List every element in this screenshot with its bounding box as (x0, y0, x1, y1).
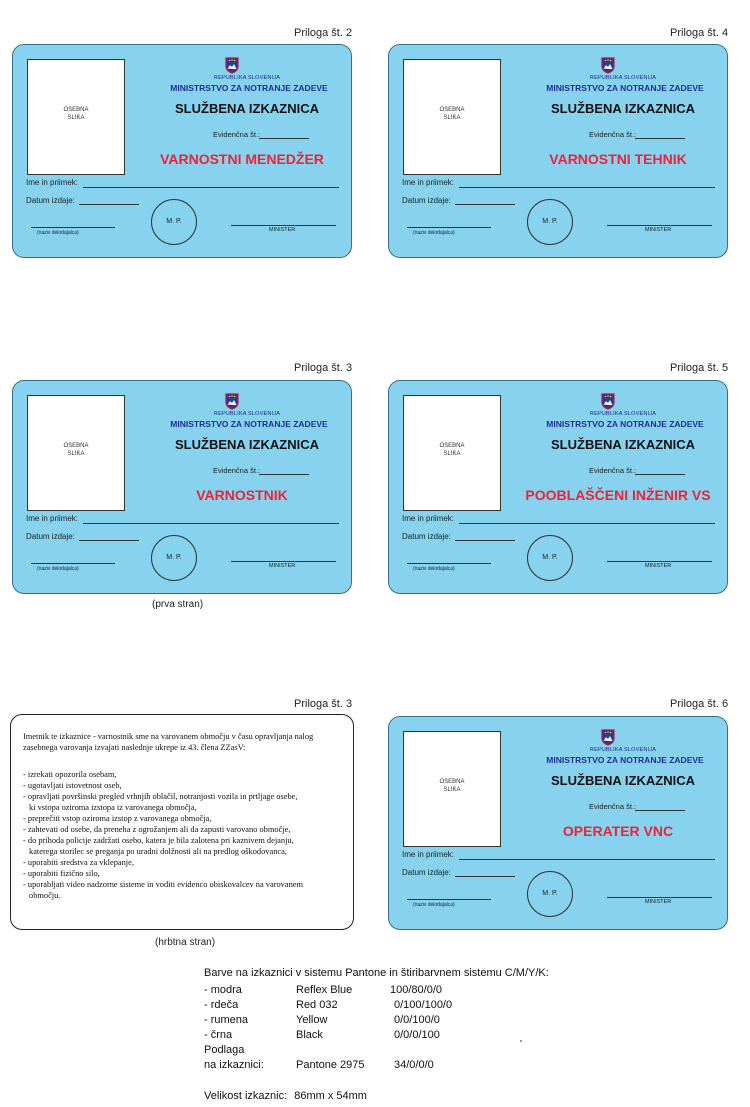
id-card-operator-vnc (388, 716, 728, 930)
employer-line (31, 563, 115, 564)
evidence-number-line (635, 810, 685, 811)
employer-label: (naziv delodajalca) (413, 902, 455, 908)
issue-date-label: Datum izdaje: (26, 532, 75, 541)
base-label: Podlaga (204, 1044, 245, 1056)
minister-label: MINISTER (645, 227, 672, 233)
issue-date-line (79, 204, 139, 205)
issue-date-label: Datum izdaje: (402, 868, 451, 877)
coat-of-arms-icon (601, 393, 615, 410)
color-name: - rdeča (204, 999, 239, 1011)
ministry-label: MINISTRSTVO ZA NOTRANJE ZADEVE (546, 755, 704, 765)
card-title: SLUŽBENA IZKAZNICA (175, 437, 319, 452)
name-label: Ime in priimek: (26, 514, 79, 523)
employer-line (407, 899, 491, 900)
pantone-value: Yellow (296, 1014, 328, 1026)
minister-line (231, 561, 336, 562)
name-line (83, 523, 339, 524)
stamp-circle: M. P. (527, 871, 573, 917)
coat-of-arms-icon (225, 57, 239, 74)
legend-row (204, 1029, 624, 1043)
id-card-authorized-engineer (388, 380, 728, 594)
evidence-number-label: Evidenčna št.: (589, 802, 637, 811)
annex-label: Priloga št. 4 (670, 27, 729, 39)
id-card-security-manager (12, 44, 352, 258)
id-card-back (10, 714, 354, 930)
employer-label: (naziv delodajalca) (37, 230, 79, 236)
card-title: SLUŽBENA IZKAZNICA (175, 101, 319, 116)
employer-label: (naziv delodajalca) (413, 230, 455, 236)
minister-line (607, 225, 712, 226)
photo-label: OSEBNA SLIKA (63, 107, 89, 121)
republic-label: REPUBLIKA SLOVENIJA (589, 411, 657, 417)
photo-label: OSEBNA SLIKA (63, 443, 89, 457)
coat-of-arms-icon (225, 393, 239, 410)
republic-label: REPUBLIKA SLOVENIJA (589, 75, 657, 81)
minister-label: MINISTER (269, 563, 296, 569)
name-line (459, 523, 715, 524)
issue-date-line (455, 876, 515, 877)
pantone-value: Reflex Blue (296, 984, 353, 996)
list-item: - izrekati opozorila osebam, (23, 770, 117, 779)
cmyk-value: 0/0/0/100 (394, 1029, 440, 1041)
color-name: - rumena (204, 1014, 249, 1026)
evidence-number-line (259, 474, 309, 475)
list-item: - uporabiti fizično silo, (23, 869, 100, 878)
republic-label: REPUBLIKA SLOVENIJA (589, 747, 657, 753)
list-item: ki vstopa oziroma izstopa iz varovanega območja, (29, 803, 197, 812)
ministry-label: MINISTRSTVO ZA NOTRANJE ZADEVE (546, 83, 704, 93)
evidence-number-label: Evidenčna št.: (213, 130, 261, 139)
list-item: - ugotavljati istovetnost oseb, (23, 781, 122, 790)
stamp-circle: M. P. (527, 199, 573, 245)
annex-label: Priloga št. 3 (294, 362, 353, 374)
list-item: - preprečiti vstop oziroma izstop z varovanega območja, (23, 814, 212, 823)
card-title: SLUŽBENA IZKAZNICA (551, 773, 695, 788)
evidence-number-line (635, 138, 685, 139)
card-title: SLUŽBENA IZKAZNICA (551, 437, 695, 452)
photo-box (27, 395, 125, 511)
list-item: - do prihoda policije zadržati osebo, katera je bila zalotena pri kaznivem dejanju, (23, 836, 294, 845)
list-item: - zahtevati od osebe, da preneha z ogrožanjem ali da zapusti varovano območje, (23, 825, 291, 834)
size-value: 86mm x 54mm (294, 1090, 367, 1102)
issue-date-line (455, 540, 515, 541)
name-label: Ime in priimek: (26, 178, 79, 187)
role-title: POOBLAŠČENI INŽENIR VS (525, 487, 711, 503)
back-intro-text: Imetnik te izkaznice - varnostnik sme na varovanem območju v času opravljanja nalog zasebnega varovanja izvajati naslednje ukrepe iz 43. člena ZZasV: (23, 732, 314, 752)
minister-line (607, 561, 712, 562)
stamp-circle: M. P. (527, 535, 573, 581)
card-size (204, 1090, 367, 1102)
republic-label: REPUBLIKA SLOVENIJA (213, 411, 281, 417)
list-item: - uporabiti sredstva za vklepanje, (23, 858, 134, 867)
name-label: Ime in priimek: (402, 514, 455, 523)
ministry-label: MINISTRSTVO ZA NOTRANJE ZADEVE (170, 419, 328, 429)
evidence-number-line (259, 138, 309, 139)
stamp-circle: M. P. (151, 535, 197, 581)
card-title: SLUŽBENA IZKAZNICA (551, 101, 695, 116)
role-title: VARNOSTNIK (196, 487, 288, 503)
legend-row (204, 1014, 624, 1028)
name-line (459, 859, 715, 860)
ministry-label: MINISTRSTVO ZA NOTRANJE ZADEVE (170, 83, 328, 93)
annex-label: Priloga št. 5 (670, 362, 729, 374)
annex-label: Priloga št. 2 (294, 27, 353, 39)
cmyk-value: 34/0/0/0 (394, 1059, 434, 1071)
issue-date-label: Datum izdaje: (402, 196, 451, 205)
list-item: katerega storilec se preganja po uradni dolžnosti ali na predlog oškodovanca, (29, 847, 287, 856)
employer-line (407, 227, 491, 228)
evidence-number-label: Evidenčna št.: (589, 130, 637, 139)
role-title: VARNOSTNI MENEDŽER (160, 151, 324, 167)
ministry-label: MINISTRSTVO ZA NOTRANJE ZADEVE (546, 419, 704, 429)
minister-line (607, 897, 712, 898)
issue-date-line (79, 540, 139, 541)
annex-label: Priloga št. 6 (670, 698, 729, 710)
employer-line (407, 563, 491, 564)
back-side-caption: (hrbtna stran) (155, 937, 216, 948)
issue-date-label: Datum izdaje: (402, 532, 451, 541)
coat-of-arms-icon (601, 729, 615, 746)
stamp-circle: M. P. (151, 199, 197, 245)
employer-label: (naziv delodajalca) (413, 566, 455, 572)
minister-label: MINISTER (269, 227, 296, 233)
color-name: - modra (204, 984, 242, 996)
republic-label: REPUBLIKA SLOVENIJA (213, 75, 281, 81)
list-item: območju. (29, 891, 61, 900)
employer-label: (naziv delodajalca) (37, 566, 79, 572)
photo-box (403, 731, 501, 847)
issue-date-label: Datum izdaje: (26, 196, 75, 205)
cmyk-value: 0/100/100/0 (394, 999, 453, 1011)
issue-date-line (455, 204, 515, 205)
coat-of-arms-icon (601, 57, 615, 74)
legend-row (204, 1059, 624, 1073)
name-label: Ime in priimek: (402, 178, 455, 187)
minister-line (231, 225, 336, 226)
employer-line (31, 227, 115, 228)
legend-row (204, 1044, 624, 1058)
photo-box (27, 59, 125, 175)
speck (520, 1040, 522, 1042)
measures-list (23, 769, 349, 901)
evidence-number-label: Evidenčna št.: (213, 466, 261, 475)
minister-label: MINISTER (645, 899, 672, 905)
pantone-value: Black (296, 1029, 323, 1041)
cmyk-value: 0/0/100/0 (394, 1014, 440, 1026)
base-label: na izkaznici: (204, 1059, 264, 1071)
annex-label: Priloga št. 3 (294, 698, 353, 710)
color-name: - črna (204, 1029, 233, 1041)
photo-label: OSEBNA SLIKA (439, 443, 465, 457)
role-title: VARNOSTNI TEHNIK (549, 151, 687, 167)
evidence-number-line (635, 474, 685, 475)
name-line (83, 187, 339, 188)
id-card-security-technician (388, 44, 728, 258)
size-label: Velikost izkaznic: (204, 1090, 288, 1102)
photo-label: OSEBNA SLIKA (439, 779, 465, 793)
id-card-security-guard (12, 380, 352, 594)
evidence-number-label: Evidenčna št.: (589, 466, 637, 475)
pantone-value: Red 032 (296, 999, 338, 1011)
list-item: - opravljati površinski pregled vrhnjih oblačil, notranjosti vozila in prtljage osebe, (23, 792, 298, 801)
legend-row (204, 984, 624, 998)
photo-label: OSEBNA SLIKA (439, 107, 465, 121)
photo-box (403, 395, 501, 511)
cmyk-value: 100/80/0/0 (390, 984, 442, 996)
name-line (459, 187, 715, 188)
photo-box (403, 59, 501, 175)
pantone-value: Pantone 2975 (296, 1059, 365, 1071)
name-label: Ime in priimek: (402, 850, 455, 859)
front-side-caption: (prva stran) (152, 599, 204, 610)
role-title: OPERATER VNC (562, 823, 674, 839)
minister-label: MINISTER (645, 563, 672, 569)
list-item: - uporabljati video nadzorne sisteme in voditi evidenco obiskovalcev na varovanem (23, 880, 304, 889)
legend-heading: Barve na izkaznici v sistemu Pantone in štiribarvnem sistemu C/M/Y/K: (204, 967, 549, 979)
legend-row (204, 999, 624, 1013)
